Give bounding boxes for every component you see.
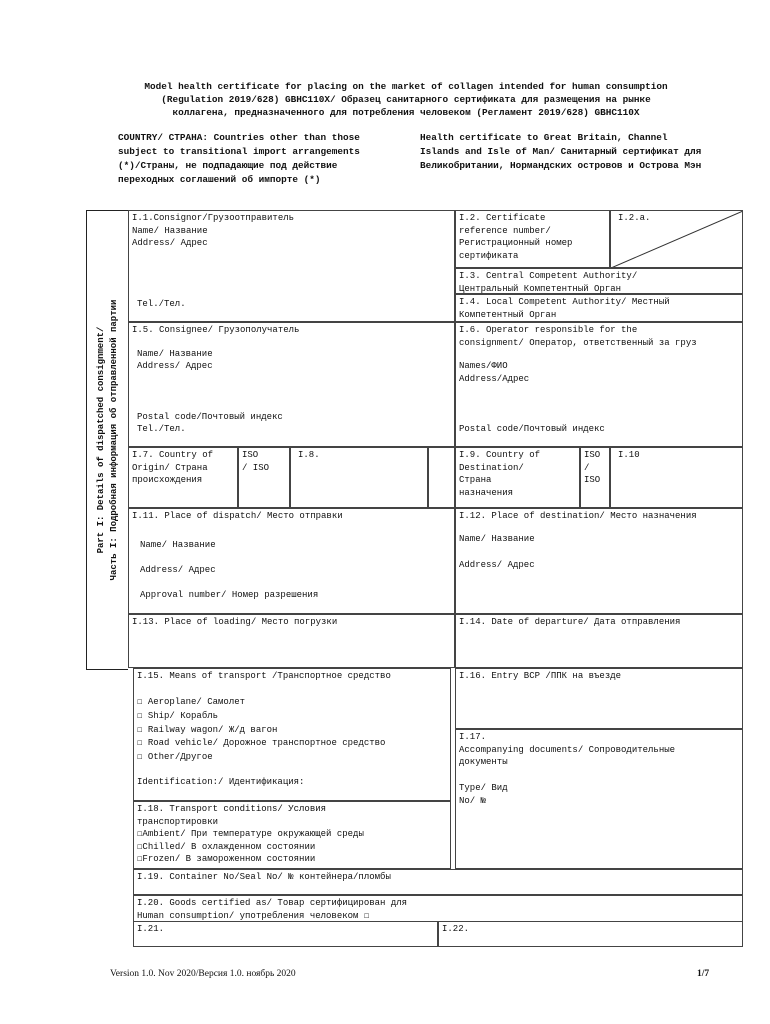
box-i20-goods-certified[interactable] (133, 895, 743, 921)
i1-title: I.1.Consignor/Грузоотправитель (132, 213, 295, 223)
i18-option-ambient[interactable]: ☐Ambient/ При температуре окружающей среды (137, 829, 364, 839)
i1-address-label: Address/ Адрес (132, 238, 208, 248)
box-i16-entry-bcp[interactable] (455, 668, 743, 729)
i10-title: I.10 (618, 450, 640, 460)
box-i10[interactable] (610, 447, 743, 508)
i17-title-line: I.17. (459, 732, 487, 742)
i17-number-label: No/ № (459, 796, 487, 806)
box-i13-place-of-loading[interactable] (128, 614, 455, 668)
i18-option-frozen[interactable]: ☐Frozen/ В замороженном состоянии (137, 854, 316, 864)
country-line: (*)/Страны, не подпадающие под действие (118, 160, 338, 171)
country-header (118, 131, 360, 187)
i2a-title: I.2.a. (618, 213, 651, 223)
i7-title-line: I.7. Country of (132, 450, 214, 460)
box-i1-consignor[interactable] (128, 210, 455, 322)
box-i6-operator[interactable] (455, 322, 743, 447)
i2-title-line: сертификата (459, 250, 519, 261)
i15-option-other[interactable]: ☐ Other/Другое (137, 752, 213, 762)
i11-title: I.11. Place of dispatch/ Место отправки (132, 511, 343, 521)
box-i2a[interactable] (610, 210, 743, 268)
i17-title-line: Accompanying documents/ Сопроводительные (459, 744, 676, 755)
i6-postal-label: Postal code/Почтовый индекс (459, 424, 605, 434)
i18-title-line: транспортировки (137, 816, 219, 827)
i4-title-line: Компетентный Орган (459, 309, 557, 320)
i2-title-line: I.2. Certificate (459, 213, 546, 223)
i6-title-line: I.6. Operator responsible for the (459, 325, 638, 335)
i2a-diagonal-line (611, 211, 743, 268)
box-i21[interactable] (133, 921, 438, 947)
i20-line-1: I.20. Goods certified as/ Товар сертифицирован для (137, 898, 408, 908)
i6-names-label: Names/ФИО (459, 361, 508, 371)
i11-name-label: Name/ Название (140, 540, 216, 550)
i18-title-line: I.18. Transport conditions/ Условия (137, 804, 327, 814)
i7-title-line: Origin/ Страна (132, 462, 208, 473)
i22-title: I.22. (442, 924, 470, 934)
box-i5-consignee[interactable] (128, 322, 455, 447)
part-one-side-label (86, 210, 128, 670)
i3-title-line: I.3. Central Competent Authority/ (459, 271, 638, 281)
box-i19-container-seal[interactable] (133, 869, 743, 895)
document-title (100, 80, 712, 119)
i8-title: I.8. (298, 450, 320, 460)
i5-name-label: Name/ Название (137, 349, 213, 359)
i15-option-railway[interactable]: ☐ Railway wagon/ Ж/д вагон (137, 725, 278, 735)
i6-address-label: Address/Адрес (459, 374, 530, 384)
i6-title-line: consignment/ Оператор, ответственный за груз (459, 337, 697, 348)
i2-title-line: reference number/ (459, 225, 551, 236)
i11-approval-label: Approval number/ Номер разрешения (140, 590, 319, 600)
country-line: COUNTRY/ СТРАНА: Countries other than those (118, 132, 360, 143)
i13-title: I.13. Place of loading/ Место погрузки (132, 617, 338, 627)
side-label-ru: Часть I: Подробная информация об отправленной партии (108, 299, 119, 581)
box-i8[interactable] (290, 447, 428, 508)
title-line-3: коллагена, предназначенного для потребления человеком (Регламент 2019/628) GBHC110X (172, 107, 640, 118)
i12-title: I.12. Place of destination/ Место назначения (459, 511, 697, 521)
i7-iso-line: ISO (242, 450, 259, 460)
i1-name-label: Name/ Название (132, 225, 208, 236)
footer-version: Version 1.0. Nov 2020/Версия 1.0. ноябрь 2020 (110, 969, 296, 979)
i15-option-road[interactable]: ☐ Road vehicle/ Дорожное транспортное средство (137, 738, 386, 748)
i9-iso-line: ISO (584, 475, 601, 485)
destination-line: Health certificate to Great Britain, Channel (420, 132, 668, 143)
i11-address-label: Address/ Адрес (140, 565, 216, 575)
i9-title-line: Destination/ (459, 462, 524, 473)
box-i7-iso[interactable] (238, 447, 290, 508)
side-label-en: Part I: Details of dispatched consignment/ (95, 326, 106, 554)
i14-title: I.14. Date of departure/ Дата отправления (459, 617, 681, 627)
i19-title: I.19. Container No/Seal No/ № контейнера/пломбы (137, 872, 391, 882)
i17-title-line: документы (459, 757, 508, 767)
i16-title: I.16. Entry BCP /ППК на въезде (459, 671, 622, 681)
i15-option-ship[interactable]: ☐ Ship/ Корабль (137, 711, 219, 721)
box-i2-reference-number[interactable] (455, 210, 610, 268)
i7-iso-line: / ISO (242, 462, 270, 473)
i18-option-chilled[interactable]: ☐Chilled/ В охлажденном состоянии (137, 841, 316, 852)
i21-title: I.21. (137, 924, 165, 934)
box-i3-central-authority[interactable] (455, 268, 743, 294)
i3-title-line: Центральный Компетентный Орган (459, 283, 622, 294)
box-i18-transport-conditions[interactable] (133, 801, 451, 869)
footer-page-number: 1/7 (697, 969, 710, 979)
box-i14-date-of-departure[interactable] (455, 614, 743, 668)
i20-line-2[interactable]: Human consumption/ употребления человеком ☐ (137, 910, 370, 921)
i9-title-line: назначения (459, 487, 514, 498)
i9-iso-line: ISO (584, 450, 601, 460)
box-i12-place-of-destination[interactable] (455, 508, 743, 614)
i15-option-aeroplane[interactable]: ☐ Aeroplane/ Самолет (137, 697, 246, 707)
box-i17-accompanying-documents[interactable] (455, 729, 743, 869)
i1-tel-label: Tel./Тел. (137, 299, 186, 309)
i5-tel-label: Tel./Тел. (137, 424, 186, 434)
title-line-1: Model health certificate for placing on the market of collagen intended for human consumption (144, 81, 668, 92)
i7-title-line: происхождения (132, 475, 203, 485)
destination-line: Islands and Isle of Man/ Санитарный сертификат для (420, 146, 702, 157)
i4-title-line: I.4. Local Competent Authority/ Местный (459, 297, 670, 307)
title-line-2: (Regulation 2019/628) GBHC110X/ Образец санитарного сертификата для размещения на рынке (161, 94, 651, 105)
i12-name-label: Name/ Название (459, 534, 535, 544)
country-line: переходных соглашений об импорте (*) (118, 174, 321, 185)
i9-title-line: Страна (459, 475, 492, 485)
i5-address-label: Address/ Адрес (137, 361, 213, 371)
box-i4-local-authority[interactable] (455, 294, 743, 322)
i15-title: I.15. Means of transport /Транспортное средство (137, 671, 391, 681)
i9-title-line: I.9. Country of (459, 450, 541, 460)
destination-header (420, 131, 701, 173)
box-i8-extra[interactable] (428, 447, 455, 508)
box-i7-country-of-origin[interactable] (128, 447, 238, 508)
i2-title-line: Регистрационный номер (459, 238, 573, 248)
i5-postal-label: Postal code/Почтовый индекс (137, 412, 283, 422)
i5-title: I.5. Consignee/ Грузополучатель (132, 325, 300, 335)
box-i11-place-of-dispatch[interactable] (128, 508, 455, 614)
country-line: subject to transitional import arrangements (118, 146, 360, 157)
i12-address-label: Address/ Адрес (459, 560, 535, 570)
i15-identification-label: Identification:/ Идентификация: (137, 777, 305, 787)
box-i15-means-of-transport[interactable] (133, 668, 451, 801)
destination-line: Великобритании, Нормандских островов и Острова Мэн (420, 160, 702, 171)
i9-iso-line: / (584, 462, 590, 473)
box-i9-iso[interactable] (580, 447, 610, 508)
i17-type-label: Type/ Вид (459, 783, 508, 793)
box-i9-country-of-destination[interactable] (455, 447, 580, 508)
box-i22[interactable] (438, 921, 743, 947)
